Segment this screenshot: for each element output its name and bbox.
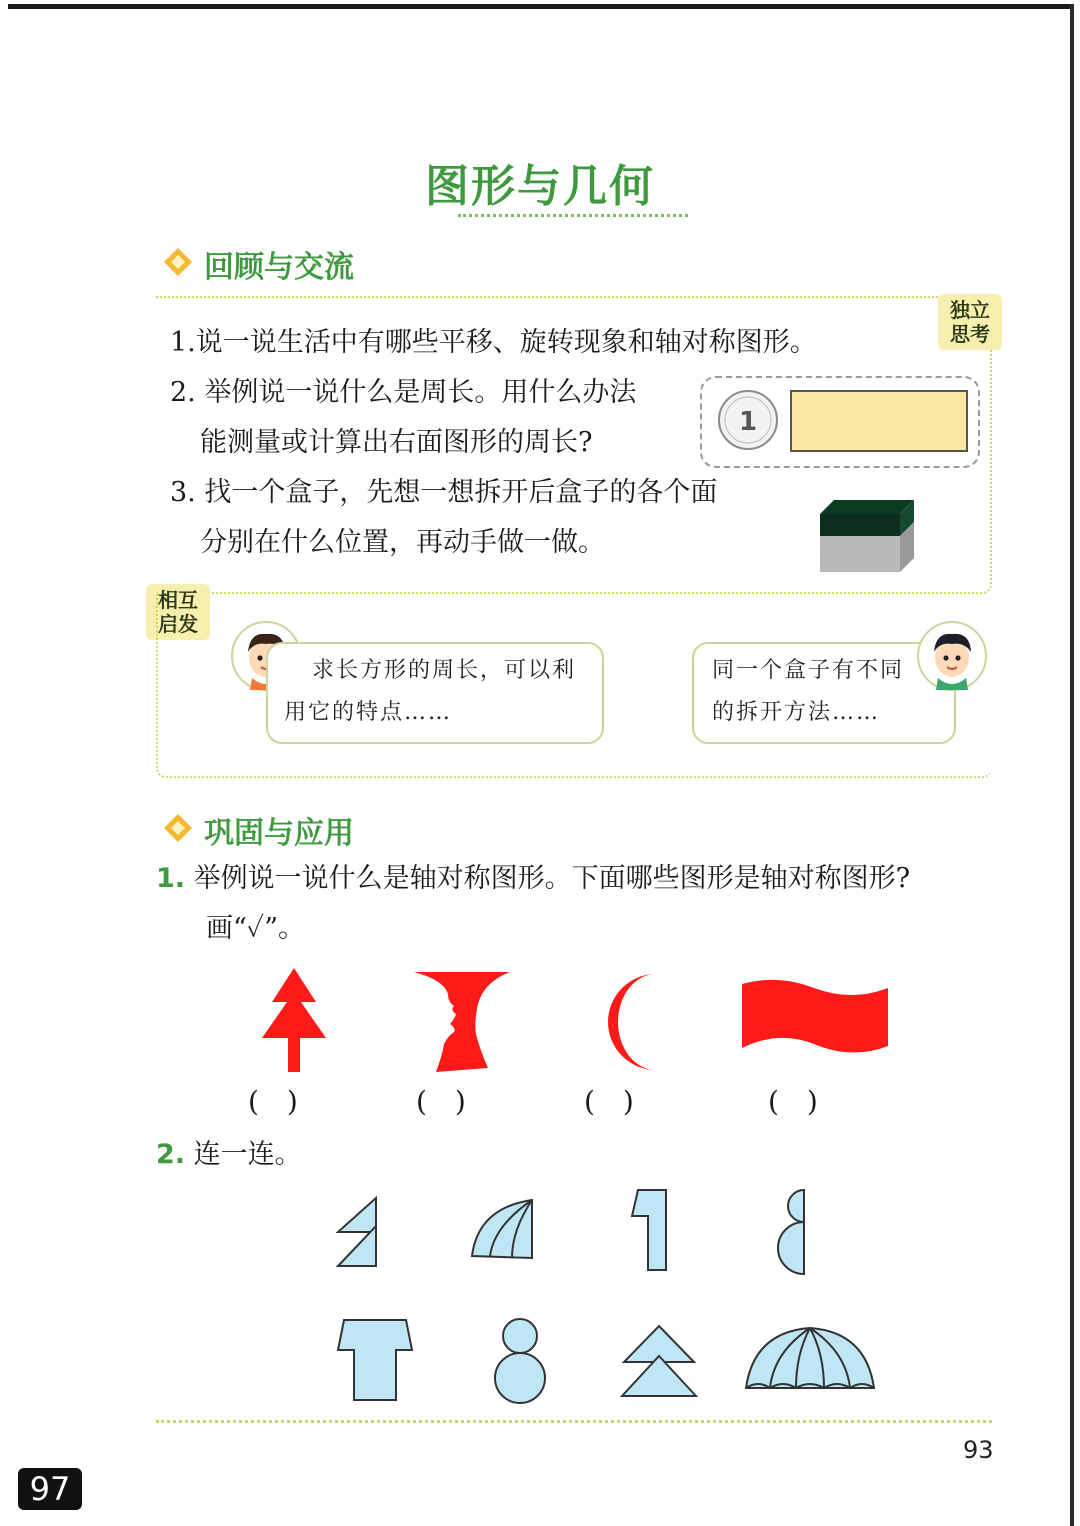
page-number: 93 <box>963 1436 994 1464</box>
speech-bubble-right: 同一个盒子有不同 的拆开方法…… <box>692 642 956 744</box>
red-crescent-shape <box>600 972 660 1072</box>
red-tree-arrow-shape <box>260 968 328 1072</box>
diamond-icon <box>162 246 194 278</box>
review-question-3-line1: 3. 找一个盒子，先想一想拆开后盒子的各个面 <box>170 477 718 508</box>
box-illustration <box>814 480 920 576</box>
svg-text:1: 1 <box>738 407 758 437</box>
section-heading-practice: 巩固与应用 <box>204 816 354 851</box>
section-heading-review: 回顾与交流 <box>204 250 354 285</box>
speech-bubble-left: 求长方形的周长，可以利 用它的特点…… <box>266 642 604 744</box>
answer-blank-1[interactable]: ( ) <box>248 1085 298 1118</box>
answer-blank-2[interactable]: ( ) <box>416 1085 466 1118</box>
top-border <box>8 4 1074 9</box>
exercise-1-line2: 画“✓”。 <box>206 913 306 944</box>
review-question-3-line2: 分别在什么位置，再动手做一做。 <box>200 527 605 558</box>
half-umbrella-shape[interactable] <box>468 1196 536 1264</box>
full-t-shape[interactable] <box>336 1316 414 1404</box>
half-t-shape[interactable] <box>630 1188 670 1274</box>
title-underline <box>458 214 688 217</box>
diamond-icon <box>162 812 194 844</box>
review-question-1: 1.说一说生活中有哪些平移、旋转现象和轴对称图形。 <box>170 327 817 358</box>
review-question-2-line1: 2. 举例说一说什么是周长。用什么办法 <box>170 377 637 408</box>
boy-avatar-right <box>916 620 988 692</box>
page-badge: 97 <box>18 1468 82 1510</box>
review-question-2-line2: 能测量或计算出右面图形的周长? <box>200 427 593 458</box>
full-snowman-shape[interactable] <box>490 1316 550 1406</box>
exercise-2-heading: 2. 连一连。 <box>156 1139 302 1170</box>
red-flag-shape <box>742 978 888 1054</box>
half-snowman-shape[interactable] <box>776 1188 808 1278</box>
exercise-1-line1: 1. 举例说一说什么是轴对称图形。下面哪些图形是轴对称图形? <box>156 863 911 894</box>
page-title: 图形与几何 <box>425 161 655 212</box>
answer-blank-3[interactable]: ( ) <box>584 1085 634 1118</box>
half-stacked-triangle-shape[interactable] <box>336 1196 378 1268</box>
tag-independent-thinking: 独立 思考 <box>938 294 1002 350</box>
yellow-rectangle <box>790 390 968 452</box>
bottom-divider <box>156 1420 992 1423</box>
right-border <box>1070 4 1074 1526</box>
tag-mutual-inspiration: 相互 启发 <box>146 584 210 640</box>
answer-blank-4[interactable]: ( ) <box>768 1085 818 1118</box>
full-stacked-triangle-shape[interactable] <box>620 1324 698 1398</box>
full-umbrella-shape[interactable] <box>744 1324 876 1394</box>
coin-icon <box>716 388 780 452</box>
red-vase-profile-shape <box>414 972 510 1072</box>
